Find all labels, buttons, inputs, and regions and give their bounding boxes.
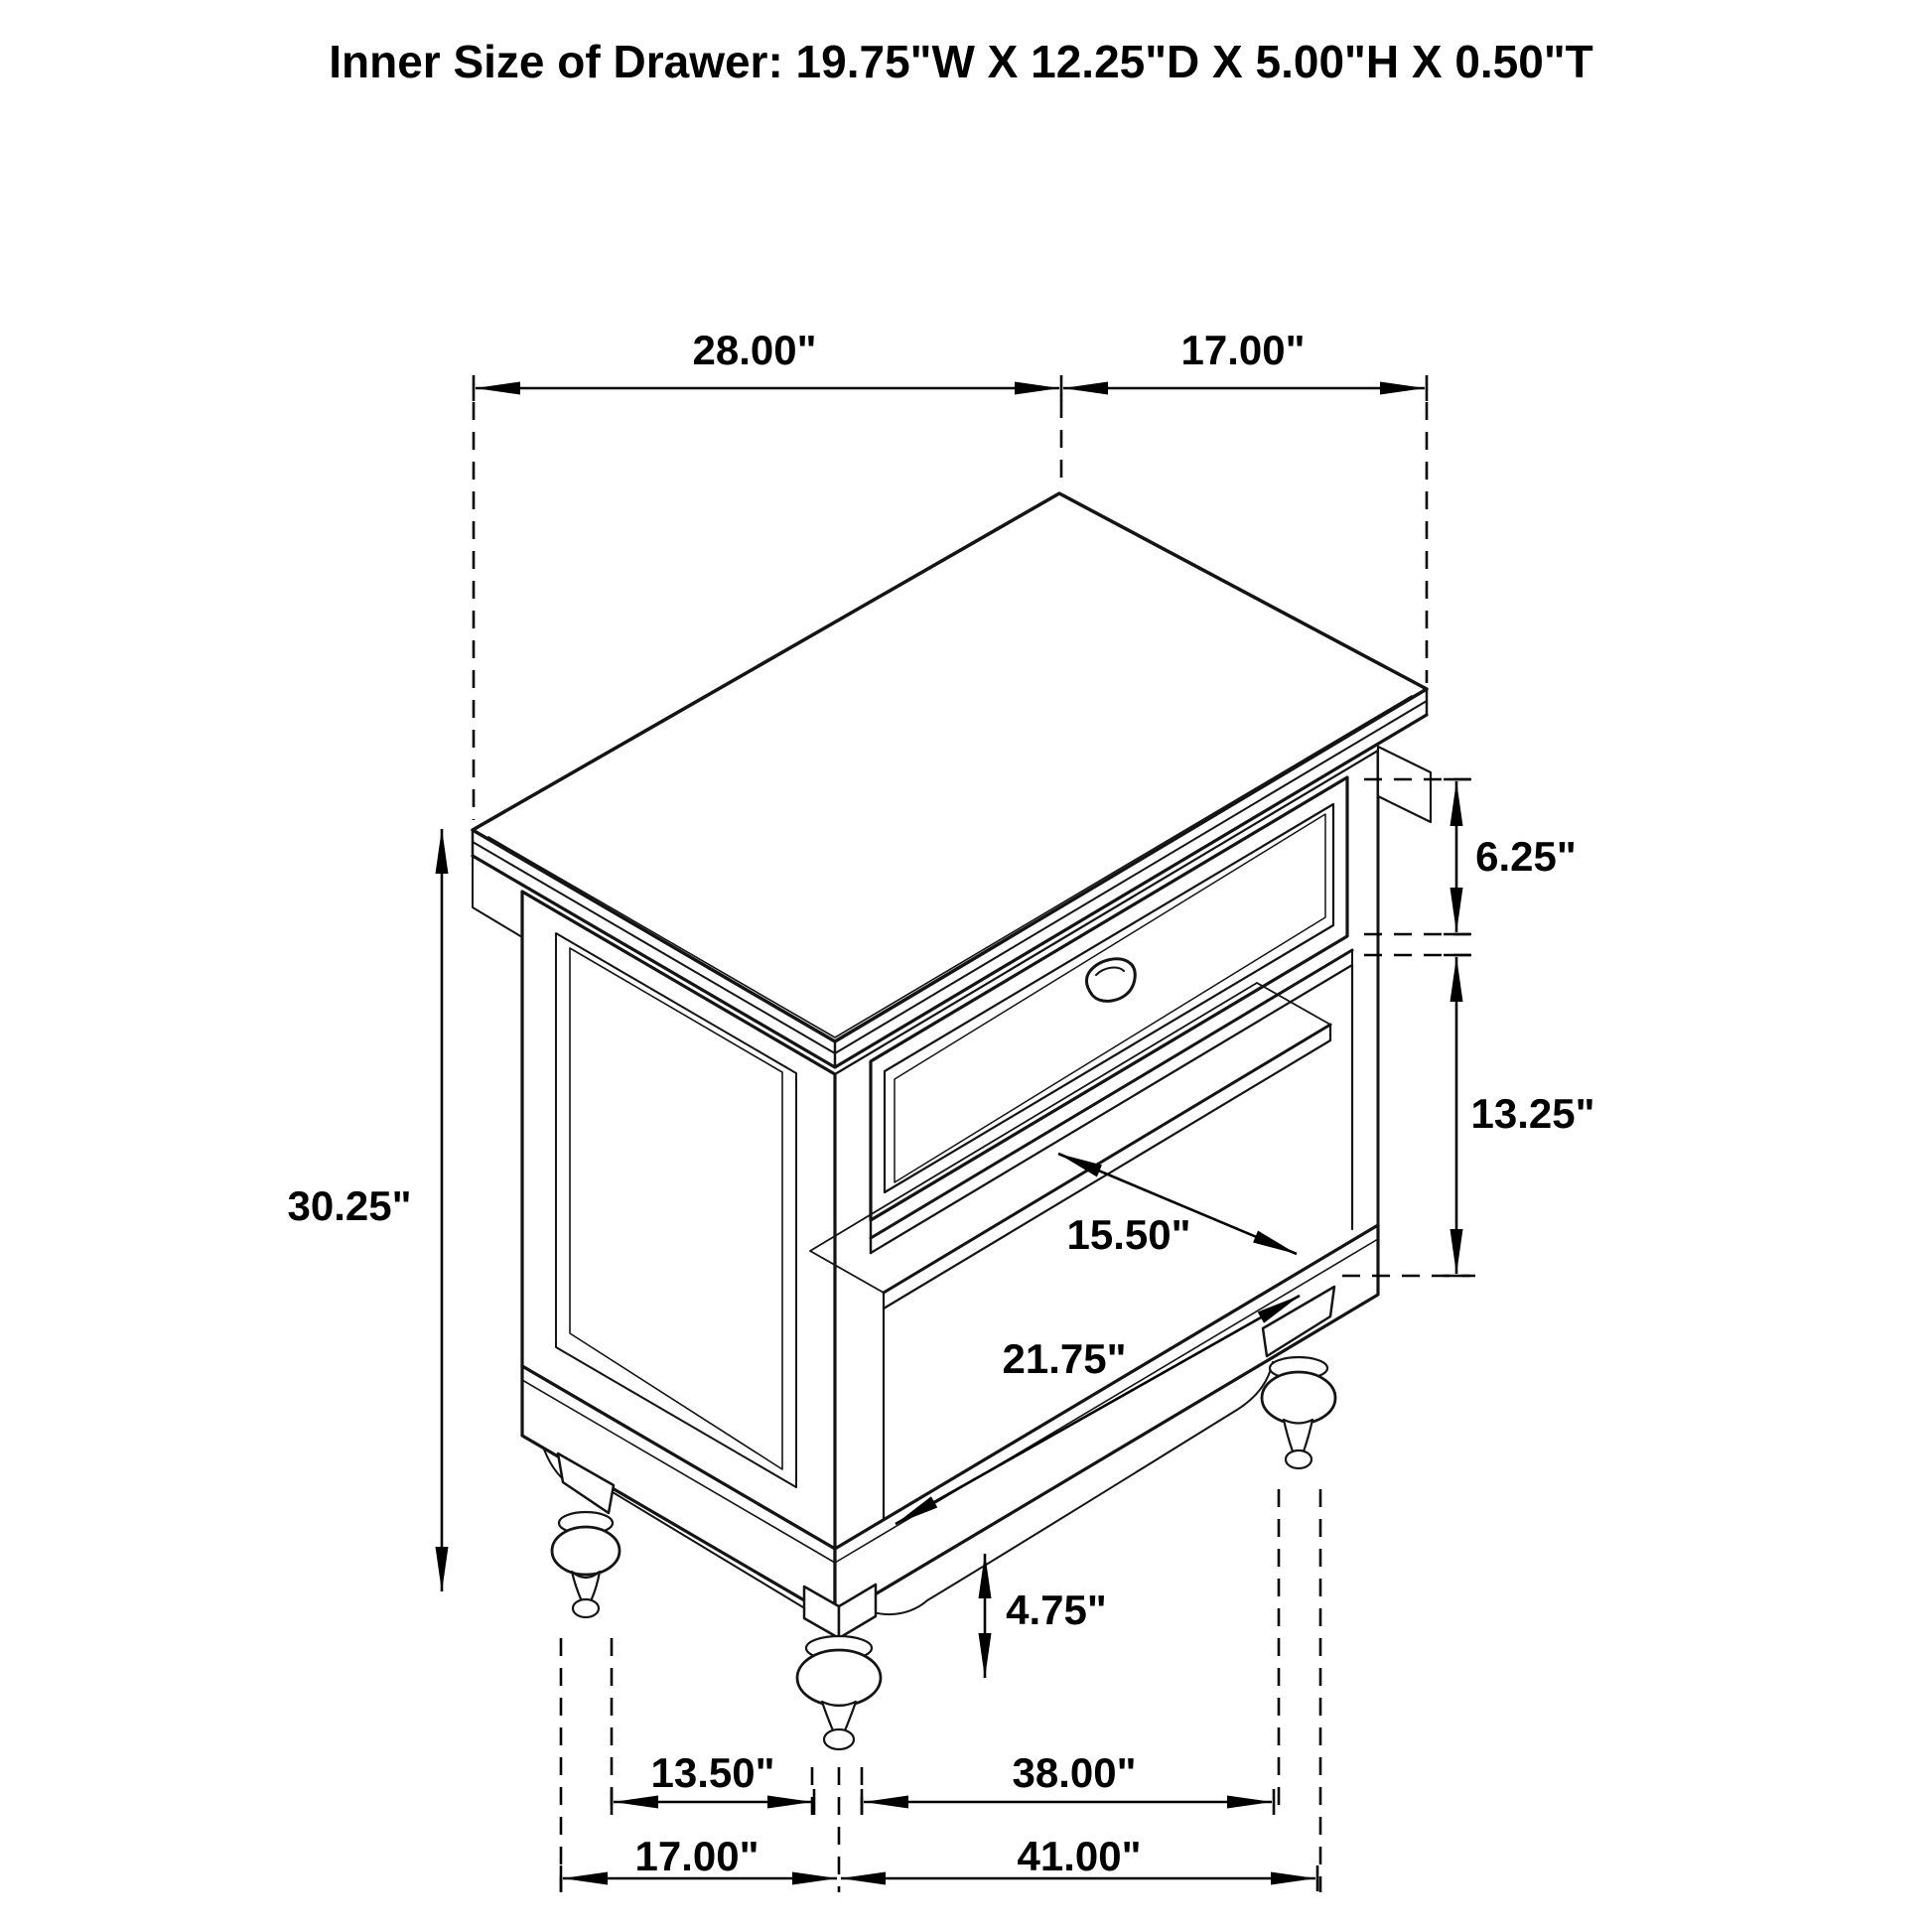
dim-label-shelf-depth: 15.50" (1066, 1211, 1191, 1258)
right-corner-post-block (1378, 747, 1431, 822)
leg-foot (573, 1599, 599, 1617)
dim-label-back-leg-span: 13.50" (650, 1749, 775, 1796)
apron-right (868, 1362, 1273, 1614)
dim-label-front-leg-span: 38.00" (1012, 1749, 1137, 1796)
dim-label-opening-height: 13.25" (1470, 1090, 1595, 1137)
leg-bulb (1262, 1372, 1335, 1424)
leg-shaft (1284, 1420, 1312, 1451)
dim-label-side-overall: 17.00" (634, 1833, 759, 1879)
dim-label-overall-height: 30.25" (287, 1182, 412, 1229)
diagram-title: Inner Size of Drawer: 19.75"W X 12.25"D X 5.00"H X 0.50"T (329, 36, 1593, 87)
left-corner-post (473, 856, 522, 937)
dim-label-drawer-height: 6.25" (1475, 833, 1577, 880)
dim-label-top-depth: 17.00" (1180, 327, 1306, 373)
dim-label-leg-height: 4.75" (1006, 1587, 1107, 1633)
leg-foot (1286, 1450, 1311, 1468)
dim-line-shelf-width (896, 1296, 1300, 1524)
dim-label-front-overall: 41.00" (1017, 1833, 1142, 1879)
leg-shaft (572, 1572, 600, 1601)
dim-label-top-width: 28.00" (692, 327, 817, 373)
leg-bulb (552, 1527, 620, 1575)
turned-leg-front (797, 1585, 881, 1749)
leg-bulb (797, 1650, 881, 1706)
leg-foot (824, 1729, 854, 1749)
dim-label-shelf-width: 21.75" (1002, 1335, 1127, 1382)
